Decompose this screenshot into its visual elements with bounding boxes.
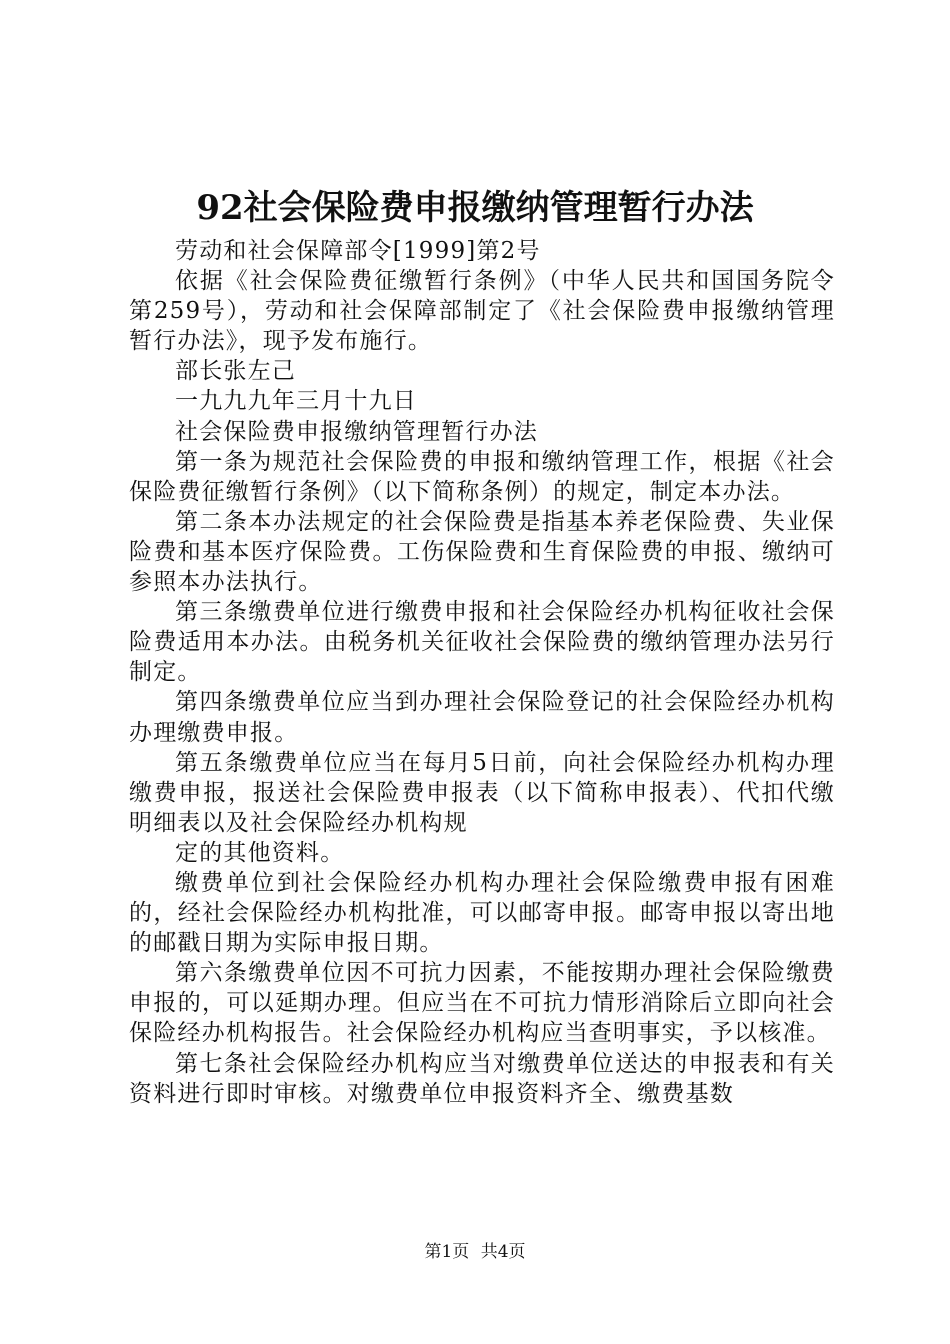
page-total: 共4页 bbox=[480, 1242, 526, 1262]
decree-number: 劳动和社会保障部令[1999]第2号 bbox=[175, 238, 541, 264]
preamble-paragraph: 依据《社会保险费征缴暂行条例》（中华人民共和国国务院令第259号），劳动和社会保障部制定了《社会保险费申报缴纳管理暂行办法》，现予发布施行。 bbox=[129, 268, 835, 355]
article-2: 第二条本办法规定的社会保险费是指基本养老保险费、失业保险费和基本医疗保险费。工伤保险费和生育保险费的申报、缴纳可参照本办法执行。 bbox=[129, 508, 835, 596]
article-3: 第三条缴费单位进行缴费申报和社会保险经办机构征收社会保险费适用本办法。由税务机关征收社会保险费的缴纳管理办法另行制定。 bbox=[129, 599, 835, 686]
article-5-mail-filing: 缴费单位到社会保险经办机构办理社会保险缴费申报有困难的，经社会保险经办机构批准，可以邮寄申报。邮寄申报以寄出地的邮戳日期为实际申报日期。 bbox=[129, 869, 835, 957]
article-6: 第六条缴费单位因不可抗力因素，不能按期办理社会保险缴费申报的，可以延期办理。但应当在不可抗力情形消除后立即向社会保险经办机构报告。社会保险经办机构应当查明事实，予以核准。 bbox=[129, 960, 835, 1047]
article-4: 第四条缴费单位应当到办理社会保险登记的社会保险经办机构办理缴费申报。 bbox=[129, 689, 835, 746]
article-5: 第五条缴费单位应当在每月5日前，向社会保险经办机构办理缴费申报，报送社会保险费申报表（以下简称申报表）、代扣代缴明细表以及社会保险经办机构规 bbox=[129, 749, 835, 836]
signatory: 部长张左己 bbox=[175, 358, 296, 385]
page-footer bbox=[0, 1240, 950, 1264]
article-5-continued: 定的其他资料。 bbox=[175, 839, 345, 866]
issue-date: 一九九九年三月十九日 bbox=[175, 388, 417, 415]
document-title: 92社会保险费申报缴纳管理暂行办法 bbox=[196, 188, 754, 228]
page-number: 第1页 bbox=[424, 1242, 470, 1262]
regulation-title: 社会保险费申报缴纳管理暂行办法 bbox=[175, 418, 538, 445]
article-1: 第一条为规范社会保险费的申报和缴纳管理工作，根据《社会保险费征缴暂行条例》（以下简称条例）的规定，制定本办法。 bbox=[129, 448, 835, 505]
article-7: 第七条社会保险经办机构应当对缴费单位送达的申报表和有关资料进行即时审核。对缴费单位申报资料齐全、缴费基数 bbox=[129, 1050, 835, 1107]
document-body bbox=[129, 236, 835, 1109]
